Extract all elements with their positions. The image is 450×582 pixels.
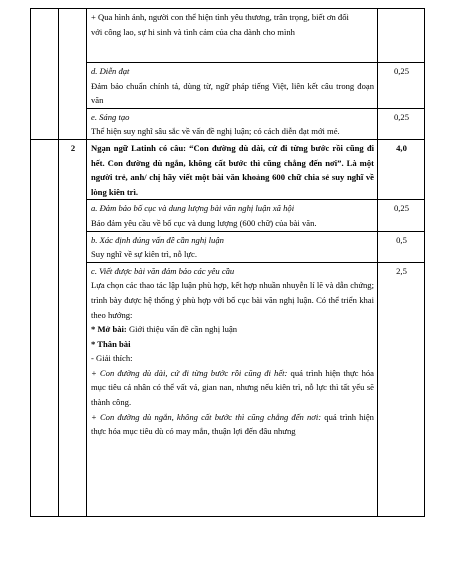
- mo-bai-text: Giới thiệu vấn đề cần nghị luận: [126, 324, 238, 335]
- table-row: [31, 9, 425, 63]
- text-line: với công lao, sự hi sinh và tình cảm của cha dành cho mình: [91, 26, 295, 37]
- content-cell: [87, 9, 378, 63]
- criterion-title: a. Đảm bảo bố cục và dung lượng bài văn nghị luận xã hội: [91, 203, 295, 214]
- quote-2: + Con đường dù ngắn, không cất bước thì cũng chẳng đến nơi:: [91, 411, 322, 422]
- content-cell: [87, 63, 378, 109]
- table-row: [31, 200, 425, 231]
- answer-key-table: [30, 8, 425, 517]
- blank-cell: [31, 9, 59, 140]
- text-line: + Qua hình ảnh, người con thể hiện tình yêu thương, trân trọng, biết ơn đối: [91, 12, 349, 22]
- score-cell: 4,0: [378, 139, 425, 199]
- criterion-text: Bảo đảm yêu cầu về bố cục và dung lượng (600 chữ) của bài văn.: [91, 217, 317, 228]
- table-row: [31, 108, 425, 139]
- criterion-title: b. Xác định đúng vấn đề cần nghị luận: [91, 234, 224, 245]
- question-number: 2: [59, 139, 87, 516]
- explanation-2: [91, 410, 374, 439]
- question-prompt-cell: [87, 139, 378, 199]
- table-row: [31, 63, 425, 109]
- question-prompt: Ngạn ngữ Latinh có câu: “Con đường dù dài, cứ đi từng bước rồi cũng đi hết. Con đường dù ngắn, không cất bước thì cũng chẳng đến nơi”. Là một người trẻ, anh/ chị hãy viết một bài văn khoảng 600 chữ chia sẻ suy nghĩ về lòng kiên trì.: [91, 142, 374, 197]
- score-cell: [378, 9, 425, 63]
- explanation-2-text: quá trình hiện thực hóa mục tiêu dù có may mắn, thuận lợi đến đâu nhưng: [91, 411, 374, 437]
- criterion-text: Suy nghĩ về sự kiên trì, nỗ lực.: [91, 249, 197, 260]
- criterion-title: c. Viết được bài văn đảm bảo các yêu cầu: [91, 265, 235, 276]
- content-cell: [87, 200, 378, 231]
- score-cell: 0,5: [378, 231, 425, 262]
- table-row: [31, 139, 425, 199]
- content-cell: [87, 262, 378, 516]
- criterion-text: Đảm bảo chuẩn chính tả, dùng từ, ngữ pháp tiếng Việt, liên kết câu trong đoạn văn: [91, 80, 374, 106]
- score-cell: 0,25: [378, 108, 425, 139]
- quote-1: + Con đường dù dài, cứ đi từng bước rồi cũng đi hết:: [91, 367, 288, 378]
- blank-cell: [31, 139, 59, 516]
- content-cell: [87, 231, 378, 262]
- table-row: [31, 262, 425, 516]
- score-cell: 0,25: [378, 200, 425, 231]
- content-cell: [87, 108, 378, 139]
- criterion-title: e. Sáng tạo: [91, 111, 130, 122]
- criterion-text: Lựa chọn các thao tác lập luận phù hợp, kết hợp nhuần nhuyễn lí lẽ và dẫn chứng; trình bày được hệ thống ý phù hợp với bố cục bài văn nghị luận. Có thể triển khai theo hướng:: [91, 280, 374, 320]
- than-bai-label: * Thân bài: [91, 338, 131, 349]
- score-cell: 2,5: [378, 262, 425, 516]
- criterion-title: d. Diễn đạt: [91, 66, 130, 76]
- giai-thich: - Giải thích:: [91, 353, 133, 364]
- criterion-text: Thể hiện suy nghĩ sâu sắc về vấn đề nghị luận; có cách diễn đạt mới mẻ.: [91, 126, 340, 137]
- blank-cell: [59, 9, 87, 140]
- explanation-1: [91, 366, 374, 410]
- mo-bai-label: * Mở bài:: [91, 324, 127, 335]
- explanation-1-text: quá trình hiện thực hóa mục tiêu cá nhân có thể vất vả, gian nan, nhưng nếu kiên trì, nỗ lực thì tất yếu sẽ thành công.: [91, 367, 374, 408]
- table-row: [31, 231, 425, 262]
- score-cell: 0,25: [378, 63, 425, 109]
- mo-bai: [91, 322, 374, 337]
